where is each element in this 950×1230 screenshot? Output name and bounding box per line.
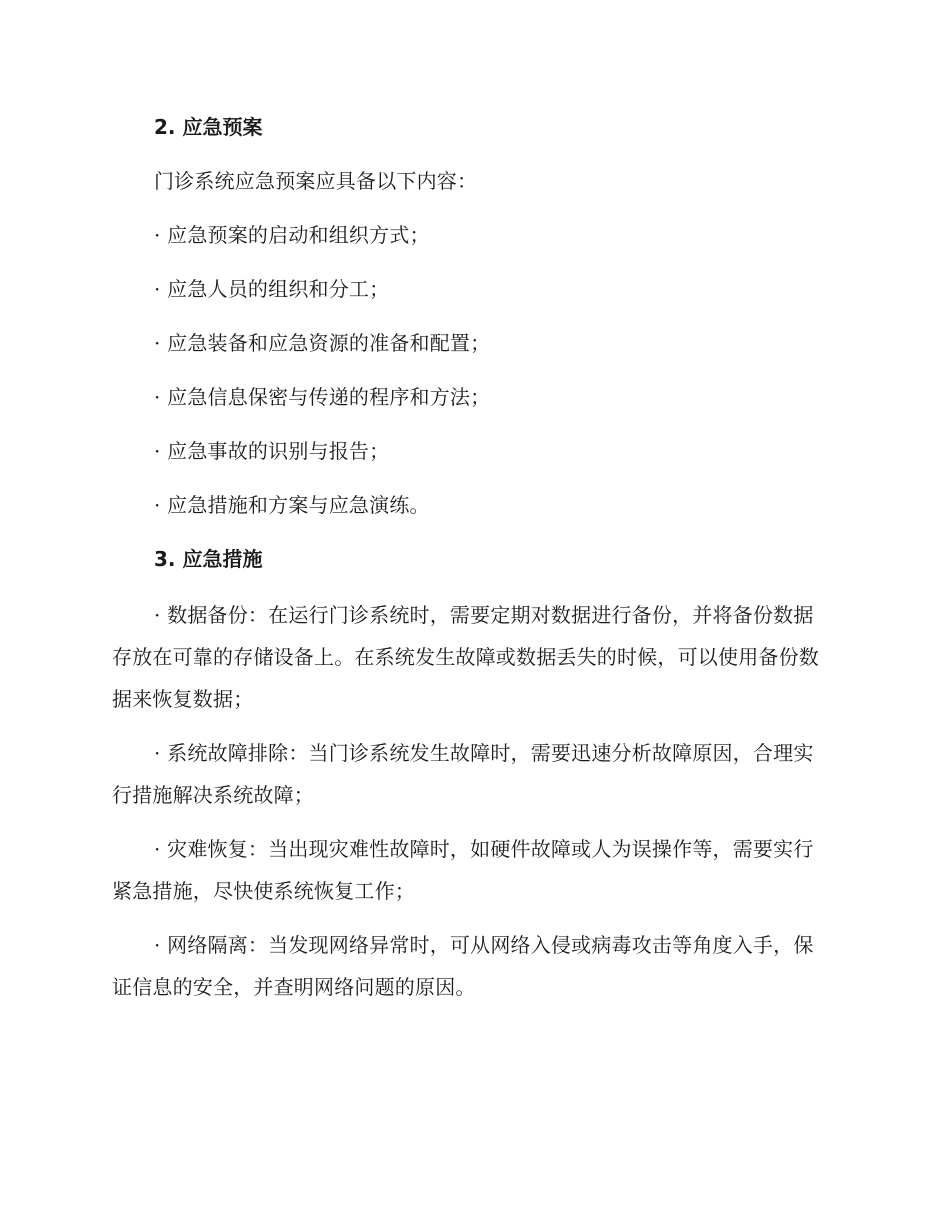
section-2-item: · 应急人员的组织和分工； — [154, 277, 390, 301]
section-2-intro: 门诊系统应急预案应具备以下内容： — [154, 169, 478, 193]
section-3-item-network-isolation: · 网络隔离：当发现网络异常时，可从网络入侵或病毒攻击等角度入手，保证信息的安全，并查明网络问题的原因。 — [112, 933, 814, 999]
section-2-item: · 应急措施和方案与应急演练。 — [154, 493, 430, 517]
section-3-item-fault-handling: · 系统故障排除：当门诊系统发生故障时，需要迅速分析故障原因，合理实行措施解决系统故障； — [112, 741, 814, 807]
section-2-item: · 应急预案的启动和组织方式； — [154, 223, 430, 247]
section-3-item-data-backup: · 数据备份：在运行门诊系统时，需要定期对数据进行备份，并将备份数据存放在可靠的存储设备上。在系统发生故障或数据丢失的时候，可以使用备份数据来恢复数据； — [112, 603, 819, 711]
section-2-item: · 应急装备和应急资源的准备和配置； — [154, 331, 491, 355]
section-2-heading: 2. 应急预案 — [154, 115, 263, 139]
document-content — [112, 108, 832, 1020]
section-3-item-disaster-recovery: · 灾难恢复：当出现灾难性故障时，如硬件故障或人为误操作等，需要实行紧急措施，尽快使系统恢复工作； — [112, 837, 814, 903]
section-2-item: · 应急信息保密与传递的程序和方法； — [154, 385, 491, 409]
section-2-item: · 应急事故的识别与报告； — [154, 439, 390, 463]
section-3-heading: 3. 应急措施 — [154, 547, 263, 571]
